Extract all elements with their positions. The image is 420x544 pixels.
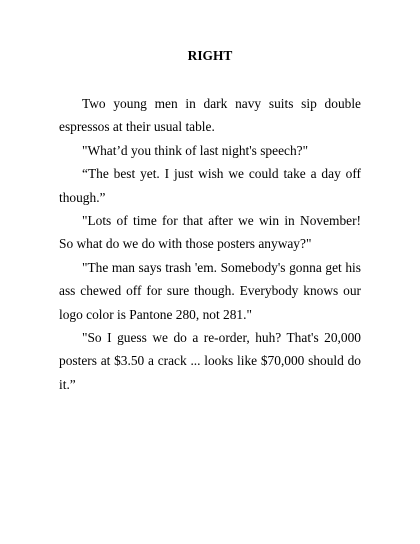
page-title: RIGHT (187, 48, 233, 63)
paragraph: Two young men in dark navy suits sip double espressos at their usual table. (59, 96, 361, 135)
paragraph: "Lots of time for that after we win in November! So what do we do with those posters anyway?" (59, 213, 361, 252)
paragraph: "The man says trash 'em. Somebody's gonna get his ass chewed off for sure though. Everybody knows our logo color is Pantone 280, not 281." (59, 259, 361, 322)
body-text (59, 92, 361, 396)
paragraph: “The best yet. I just wish we could take a day off though.” (59, 166, 361, 205)
paragraph: "So I guess we do a re-order, huh? That's 20,000 posters at $3.50 a crack ... looks like $70,000 should do it.” (59, 330, 361, 392)
paragraph: "What’d you think of last night's speech?" (82, 142, 309, 158)
